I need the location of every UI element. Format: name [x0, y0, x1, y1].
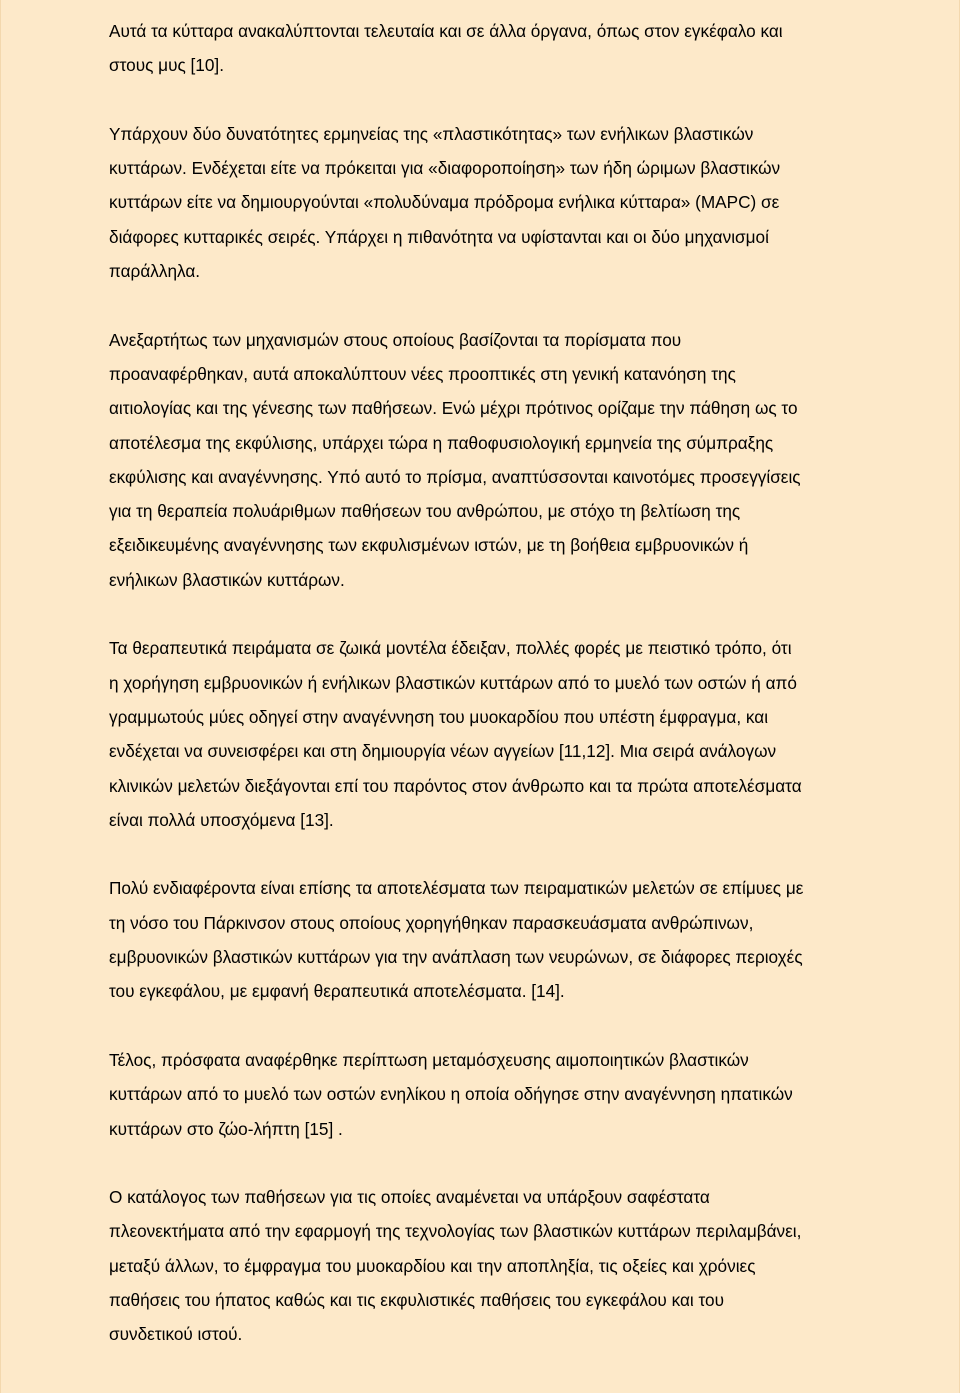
paragraph-4: Τα θεραπευτικά πειράματα σε ζωικά μοντέλα έδειξαν, πολλές φορές με πειστικό τρόπο, ότι η χορήγηση εμβρυονικών ή ενήλικων βλαστικών κυττάρων από το μυελό των οστών ή από γραμμωτούς μύες οδηγεί στην αναγέννηση του μυοκαρδίου που υπέστη έμφραγμα, και ενδέχεται να συνεισφέρει και στη δημιουργία νέων αγγείων [11,12]. Μια σειρά ανάλογων κλινικών μελετών διεξάγονται επί του παρόντος στον άνθρωπο και τα πρώτα αποτελέσματα είναι πολλά υποσχόμενα [13].: [109, 638, 802, 830]
paragraph-7: Ο κατάλογος των παθήσεων για τις οποίες αναμένεται να υπάρξουν σαφέστατα πλεονεκτήματα από την εφαρμογή της τεχνολογίας των βλαστικών κυττάρων περιλαμβάνει, μεταξύ άλλων, το έμφραγμα του μυοκαρδίου και την αποπληξία, τις οξείες και χρόνιες παθήσεις του ήπατος καθώς και τις εκφυλιστικές παθήσεις του εγκεφάλου και του συνδετικού ιστού.: [109, 1187, 802, 1345]
document-body: [109, 14, 941, 1352]
paragraph-1: Αυτά τα κύτταρα ανακαλύπτονται τελευταία και σε άλλα όργανα, όπως στον εγκέφαλο και στους μυς [10].: [109, 21, 783, 76]
paragraph-3: Ανεξαρτήτως των μηχανισμών στους οποίους βασίζονται τα πορίσματα που προαναφέρθηκαν, αυτά αποκαλύπτουν νέες προοπτικές στη γενική κατανόηση της αιτιολογίας και της γένεσης των παθήσεων. Ενώ μέχρι πρότινος ορίζαμε την πάθηση ως το αποτέλεσμα της εκφύλισης, υπάρχει τώρα η παθοφυσιολογική ερμηνεία της σύμπραξης εκφύλισης και αναγέννησης. Υπό αυτό το πρίσμα, αναπτύσσονται καινοτόμες προσεγγίσεις για τη θεραπεία πολυάριθμων παθήσεων του ανθρώπου, με στόχο τη βελτίωση της εξειδικευμένης αναγέννησης των εκφυλισμένων ιστών, με τη βοήθεια εμβρυονικών ή ενήλικων βλαστικών κυττάρων.: [109, 329, 801, 590]
paragraph-2: Υπάρχουν δύο δυνατότητες ερμηνείας της «πλαστικότητας» των ενήλικων βλαστικών κυττάρων. Ενδέχεται είτε να πρόκειται για «διαφοροποίηση» των ήδη ώριμων βλαστικών κυττάρων είτε να δημιουργούνται «πολυδύναμα πρόδρομα ενήλικα κύτταρα» (MAPC) σε διάφορες κυτταρικές σειρές. Υπάρχει η πιθανότητα να υφίστανται και οι δύο μηχανισμοί παράλληλα.: [109, 123, 781, 282]
paragraph-6: Τέλος, πρόσφατα αναφέρθηκε περίπτωση μεταμόσχευσης αιμοποιητικών βλαστικών κυττάρων από το μυελό των οστών ενηλίκου η οποία οδήγησε στην αναγέννηση ηπατικών κυττάρων στο ζώο-λήπτη [15] .: [109, 1049, 793, 1139]
paragraph-5: Πολύ ενδιαφέροντα είναι επίσης τα αποτελέσματα των πειραματικών μελετών σε επίμυες με τη νόσο του Πάρκινσον στους οποίους χορηγήθηκαν παρασκευάσματα ανθρώπινων, εμβρυονικών βλαστικών κυττάρων για την ανάπλαση των νευρώνων, σε διάφορες περιοχές του εγκεφάλου, με εμφανή θεραπευτικά αποτελέσματα. [14].: [109, 878, 804, 1002]
